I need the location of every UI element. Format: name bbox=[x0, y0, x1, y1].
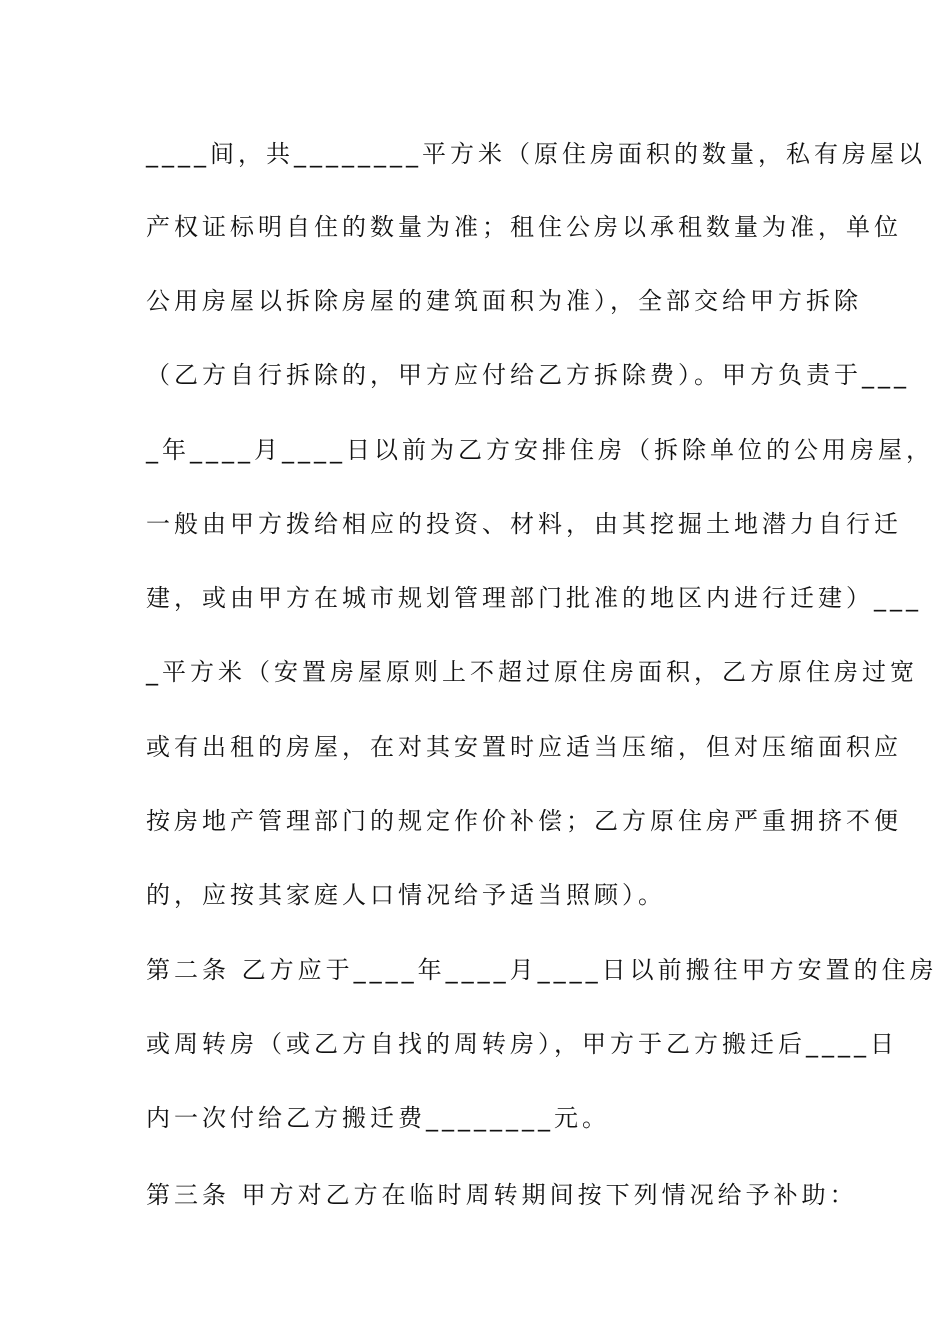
paragraph-line: _平方米（安置房屋原则上不超过原住房面积，乙方原住房过宽 bbox=[146, 658, 918, 686]
paragraph-line: 的，应按其家庭人口情况给予适当照顾）。 bbox=[146, 881, 666, 909]
article-2-line: 或周转房（或乙方自找的周转房），甲方于乙方搬迁后____日 bbox=[146, 1030, 898, 1058]
article-2-line: 第二条 乙方应于____年____月____日以前搬往甲方安置的住房 bbox=[146, 956, 938, 984]
paragraph-line: 或有出租的房屋，在对其安置时应适当压缩，但对压缩面积应 bbox=[146, 733, 902, 761]
paragraph-line: 一般由甲方拨给相应的投资、材料，由其挖掘土地潜力自行迁 bbox=[146, 510, 902, 538]
paragraph-line: 建，或由甲方在城市规划管理部门批准的地区内进行迁建）___ bbox=[146, 584, 922, 612]
article-3-line: 第三条 甲方对乙方在临时周转期间按下列情况给予补助： bbox=[146, 1181, 858, 1209]
article-2-line: 内一次付给乙方搬迁费________元。 bbox=[146, 1104, 610, 1132]
paragraph-line: 按房地产管理部门的规定作价补偿；乙方原住房严重拥挤不便 bbox=[146, 807, 902, 835]
paragraph-line: 公用房屋以拆除房屋的建筑面积为准），全部交给甲方拆除 bbox=[146, 287, 862, 315]
paragraph-line: _年____月____日以前为乙方安排住房（拆除单位的公用房屋， bbox=[146, 436, 934, 464]
paragraph-line: 产权证标明自住的数量为准；租住公房以承租数量为准，单位 bbox=[146, 213, 902, 241]
paragraph-line: ____间，共________平方米（原住房面积的数量，私有房屋以 bbox=[146, 140, 926, 168]
paragraph-line: （乙方自行拆除的，甲方应付给乙方拆除费）。甲方负责于___ bbox=[146, 361, 910, 389]
